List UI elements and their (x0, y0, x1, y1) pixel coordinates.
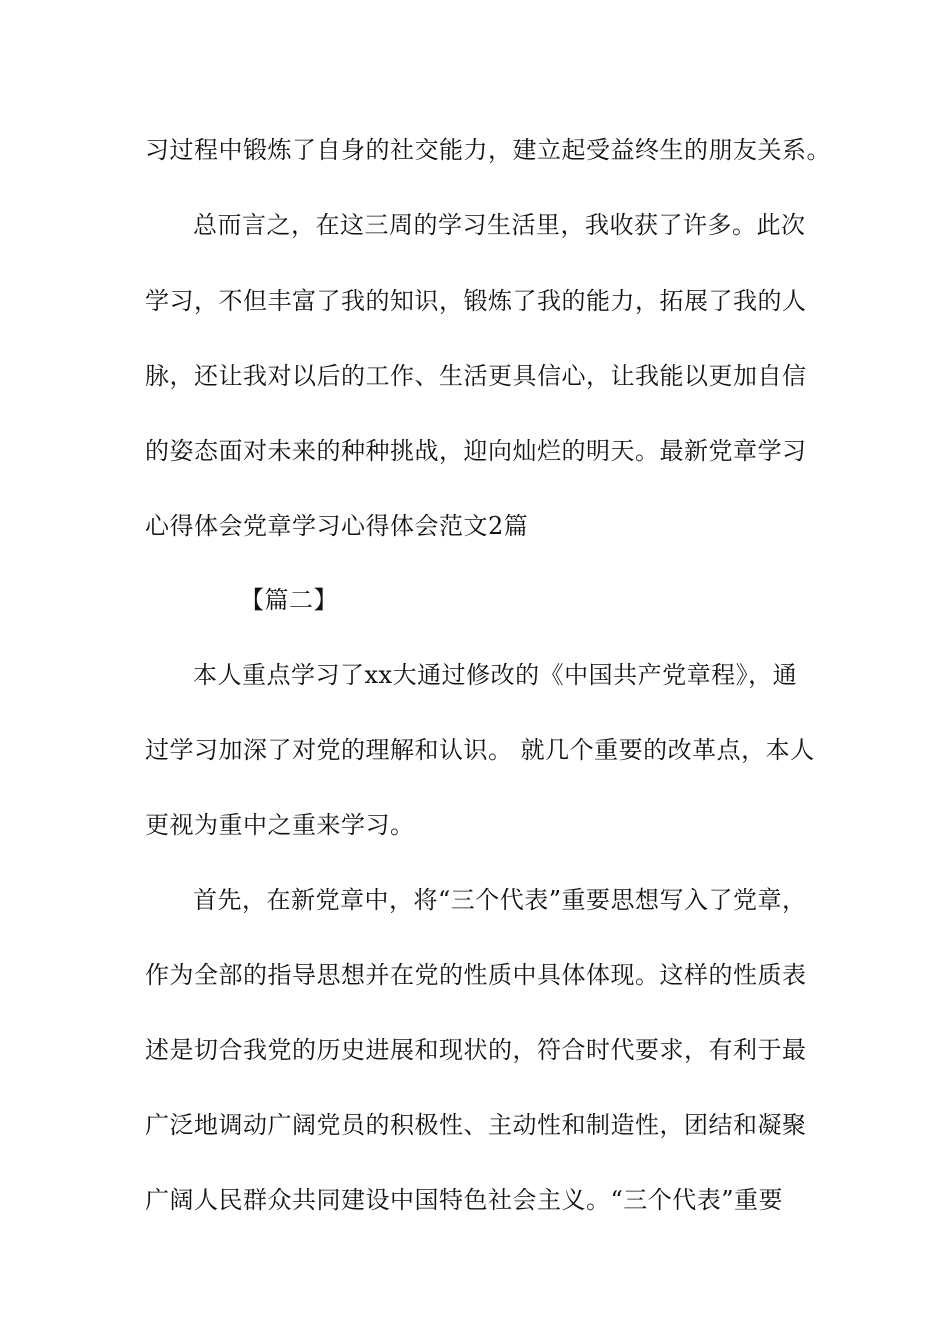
paragraph-line: 心得体会党章学习心得体会范文2篇 (145, 512, 529, 540)
section-heading: 【篇二】 (240, 586, 338, 614)
paragraph-line: 脉，还让我对以后的工作、生活更具信心，让我能以更加自信 (145, 362, 807, 390)
paragraph-line: 本人重点学习了xx大通过修改的《中国共产党章程》，通 (193, 661, 798, 689)
paragraph-line: 述是切合我党的历史进展和现状的，符合时代要求，有利于最 (145, 1036, 807, 1064)
paragraph-line: 广泛地调动广阔党员的积极性、主动性和制造性，团结和凝聚 (145, 1111, 807, 1139)
paragraph-line: 学习，不但丰富了我的知识，锻炼了我的能力，拓展了我的人 (145, 287, 807, 315)
paragraph-line: 首先，在新党章中，将“三个代表”重要思想写入了党章， (193, 886, 807, 914)
paragraph-line: 总而言之，在这三周的学习生活里，我收获了许多。此次 (193, 211, 806, 239)
paragraph-line: 的姿态面对未来的种种挑战，迎向灿烂的明天。最新党章学习 (145, 437, 807, 465)
paragraph-line: 更视为重中之重来学习。 (145, 811, 415, 839)
paragraph-line: 作为全部的指导思想并在党的性质中具体体现。这样的性质表 (145, 961, 807, 989)
paragraph-line: 习过程中锻炼了自身的社交能力，建立起受益终生的朋友关系。 (145, 136, 831, 164)
paragraph-line: 广阔人民群众共同建设中国特色社会主义。“三个代表”重要 (145, 1186, 784, 1214)
paragraph-line: 过学习加深了对党的理解和认识。 就几个重要的改革点，本人 (145, 736, 815, 764)
